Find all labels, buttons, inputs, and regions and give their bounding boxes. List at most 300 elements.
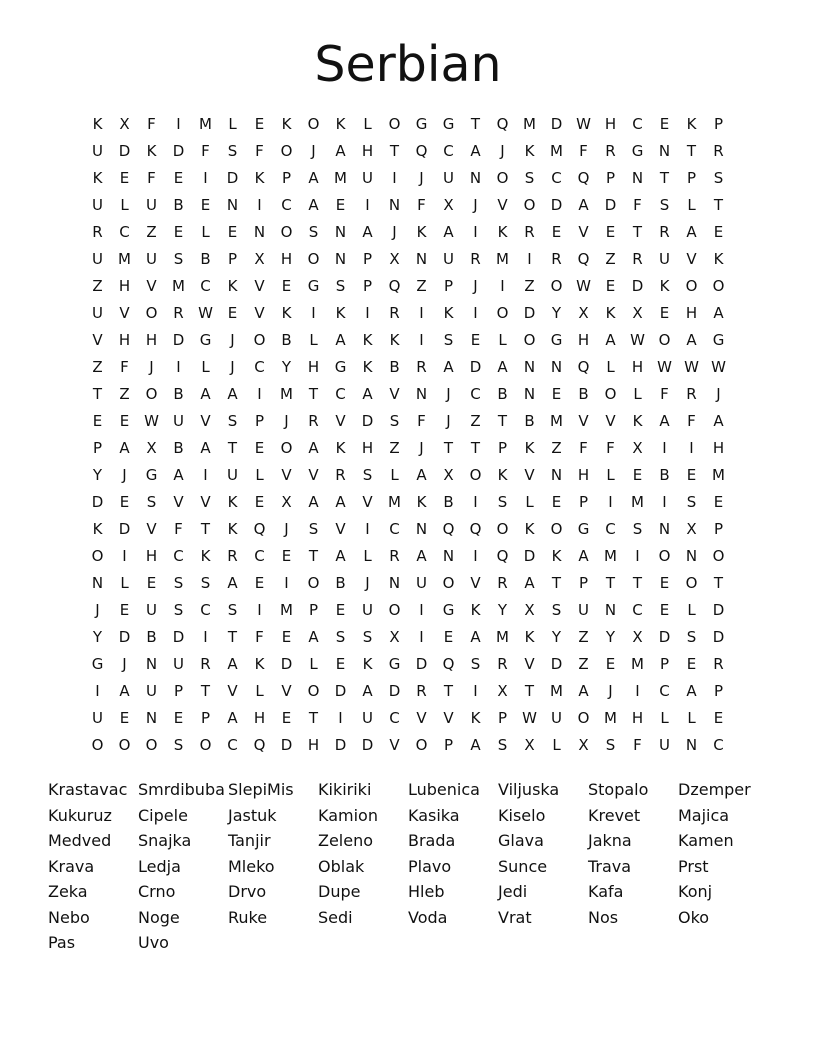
grid-letter: V <box>281 682 292 700</box>
grid-letter: A <box>335 547 346 565</box>
grid-letter: U <box>92 250 103 268</box>
word-bank-item: Snajka <box>138 831 192 850</box>
grid-letter: E <box>119 493 130 511</box>
grid-letter: D <box>550 196 563 214</box>
grid-letter: T <box>524 682 535 700</box>
grid-letter: D <box>361 412 374 430</box>
grid-letter: K <box>362 358 373 376</box>
word-bank-item: Voda <box>408 907 448 927</box>
grid-letter: F <box>255 142 264 160</box>
grid-letter: Q <box>415 142 428 160</box>
grid-letter: M <box>199 115 212 133</box>
grid-letter: U <box>443 169 454 187</box>
grid-letter: I <box>419 304 424 322</box>
grid-letter: N <box>415 520 428 538</box>
grid-letter: M <box>631 493 644 511</box>
grid-letter: T <box>227 439 238 457</box>
word-bank-item: Stopalo <box>588 780 649 799</box>
grid-letter: P <box>443 277 454 295</box>
grid-letter: M <box>550 682 563 700</box>
grid-letter: B <box>443 493 454 511</box>
grid-letter: P <box>497 709 508 727</box>
grid-letter: O <box>91 547 104 565</box>
grid-letter: Z <box>578 655 589 673</box>
grid-letter: O <box>388 601 401 619</box>
grid-letter: L <box>309 655 318 673</box>
grid-letter: A <box>200 439 211 457</box>
grid-letter: O <box>496 169 509 187</box>
grid-letter: A <box>227 655 238 673</box>
grid-letter: U <box>146 250 157 268</box>
word-bank-item: SlepiMis <box>228 780 294 799</box>
grid-letter: X <box>632 628 643 646</box>
grid-letter: K <box>497 223 508 241</box>
grid-letter: O <box>280 142 293 160</box>
grid-letter: Q <box>253 520 266 538</box>
grid-letter: I <box>257 196 262 214</box>
grid-letter: V <box>578 412 589 430</box>
grid-letter: Y <box>551 304 562 322</box>
grid-letter: H <box>253 709 266 727</box>
grid-letter: P <box>362 250 373 268</box>
grid-letter: C <box>281 196 292 214</box>
grid-letter: C <box>200 277 211 295</box>
grid-letter: O <box>496 520 509 538</box>
word-bank-item: Krastavac <box>48 780 128 799</box>
grid-letter: R <box>497 655 508 673</box>
grid-letter: I <box>419 331 424 349</box>
grid-letter: L <box>606 466 615 484</box>
grid-letter: K <box>227 520 238 538</box>
grid-letter: O <box>118 736 131 754</box>
grid-letter: O <box>469 466 482 484</box>
grid-letter: K <box>200 547 211 565</box>
grid-letter: I <box>257 601 262 619</box>
grid-letter: J <box>95 601 100 619</box>
grid-letter: E <box>335 601 346 619</box>
grid-letter: H <box>145 331 158 349</box>
word-bank-item: Pas <box>48 933 76 952</box>
grid-letter: J <box>608 682 613 700</box>
grid-letter: D <box>172 142 185 160</box>
grid-letter: Q <box>496 547 509 565</box>
word-bank-item: Ledja <box>138 856 181 876</box>
grid-letter: M <box>550 412 563 430</box>
grid-letter: H <box>361 439 374 457</box>
grid-letter: H <box>280 250 293 268</box>
grid-letter: I <box>338 709 343 727</box>
grid-letter: K <box>524 439 535 457</box>
grid-letter: N <box>442 547 455 565</box>
grid-letter: W <box>198 304 213 322</box>
word-bank-item: Sedi <box>318 907 353 927</box>
grid-letter: K <box>281 304 292 322</box>
grid-letter: Q <box>577 250 590 268</box>
grid-letter: W <box>684 358 699 376</box>
grid-letter: C <box>605 520 616 538</box>
word-bank-item: Mleko <box>228 856 275 876</box>
grid-letter: J <box>230 331 235 349</box>
grid-letter: V <box>578 223 589 241</box>
grid-letter: X <box>524 736 535 754</box>
grid-letter: A <box>578 196 589 214</box>
grid-letter: X <box>632 439 643 457</box>
grid-letter: L <box>201 358 210 376</box>
grid-letter: G <box>145 466 158 484</box>
grid-letter: Z <box>551 439 562 457</box>
grid-letter: J <box>122 655 127 673</box>
grid-letter: U <box>416 574 427 592</box>
grid-letter: X <box>443 466 454 484</box>
word-bank-item: Kiselo <box>498 805 546 825</box>
grid-letter: I <box>122 547 127 565</box>
grid-letter: C <box>200 601 211 619</box>
grid-letter: K <box>92 115 103 133</box>
grid-letter: S <box>362 628 373 646</box>
grid-letter: F <box>255 628 264 646</box>
grid-letter: K <box>335 304 346 322</box>
grid-letter: X <box>497 682 508 700</box>
grid-letter: F <box>120 358 129 376</box>
grid-letter: C <box>551 169 562 187</box>
word-bank-item: Dupe <box>318 882 361 901</box>
grid-letter: Q <box>253 736 266 754</box>
word-bank-item: Cipele <box>138 805 188 825</box>
grid-letter: U <box>173 412 184 430</box>
grid-letter: G <box>334 358 347 376</box>
word-bank-item: Crno <box>138 882 176 901</box>
grid-letter: T <box>713 196 724 214</box>
grid-letter: M <box>550 142 563 160</box>
grid-letter: V <box>605 412 616 430</box>
grid-letter: E <box>119 169 130 187</box>
grid-letter: K <box>227 277 238 295</box>
grid-letter: X <box>389 250 400 268</box>
grid-letter: E <box>659 601 670 619</box>
grid-letter: U <box>146 682 157 700</box>
grid-letter: I <box>419 601 424 619</box>
grid-letter: K <box>362 331 373 349</box>
word-bank-item: Hleb <box>408 882 445 901</box>
grid-letter: J <box>473 277 478 295</box>
grid-letter: S <box>227 412 238 430</box>
grid-letter: T <box>200 682 211 700</box>
grid-letter: V <box>335 520 346 538</box>
grid-letter: D <box>523 304 536 322</box>
grid-letter: V <box>227 682 238 700</box>
grid-letter: M <box>172 277 185 295</box>
word-bank-item: Brada <box>408 831 456 850</box>
grid-letter: H <box>631 358 644 376</box>
grid-letter: M <box>280 385 293 403</box>
grid-letter: S <box>713 169 724 187</box>
grid-letter: C <box>470 385 481 403</box>
grid-letter: C <box>632 601 643 619</box>
word-bank-item: Zeleno <box>318 831 374 850</box>
word-bank-item: Plavo <box>408 856 452 876</box>
grid-letter: T <box>551 574 562 592</box>
grid-letter: Y <box>497 601 508 619</box>
grid-letter: S <box>173 601 184 619</box>
grid-letter: E <box>254 574 265 592</box>
grid-letter: V <box>497 196 508 214</box>
grid-letter: E <box>281 709 292 727</box>
grid-letter: A <box>308 169 319 187</box>
grid-letter: T <box>92 385 103 403</box>
word-bank-item: Kasika <box>408 805 460 825</box>
grid-letter: M <box>496 628 509 646</box>
grid-letter: J <box>365 574 370 592</box>
grid-letter: G <box>199 331 212 349</box>
grid-letter: G <box>712 331 725 349</box>
grid-letter: Y <box>605 628 616 646</box>
grid-letter: E <box>551 493 562 511</box>
grid-letter: I <box>635 547 640 565</box>
grid-letter: I <box>95 682 100 700</box>
grid-letter: S <box>443 331 454 349</box>
grid-letter: O <box>658 547 671 565</box>
grid-letter: C <box>443 142 454 160</box>
grid-letter: N <box>469 169 482 187</box>
grid-letter: H <box>361 142 374 160</box>
grid-letter: H <box>712 439 725 457</box>
grid-letter: E <box>119 412 130 430</box>
grid-letter: K <box>416 223 427 241</box>
grid-letter: E <box>713 223 724 241</box>
grid-letter: O <box>550 277 563 295</box>
grid-letter: J <box>284 520 289 538</box>
word-bank-item: Uvo <box>138 933 169 952</box>
grid-letter: D <box>226 169 239 187</box>
grid-letter: M <box>118 250 131 268</box>
grid-letter: O <box>712 547 725 565</box>
grid-letter: O <box>658 331 671 349</box>
grid-letter: A <box>443 358 454 376</box>
grid-letter: F <box>201 142 210 160</box>
grid-letter: P <box>713 115 724 133</box>
grid-letter: K <box>335 115 346 133</box>
grid-letter: I <box>257 385 262 403</box>
grid-letter: V <box>362 493 373 511</box>
grid-letter: T <box>632 223 643 241</box>
grid-letter: R <box>389 547 400 565</box>
grid-letter: N <box>685 547 698 565</box>
grid-letter: L <box>660 709 669 727</box>
grid-letter: N <box>631 169 644 187</box>
grid-letter: T <box>443 682 454 700</box>
grid-letter: F <box>147 169 156 187</box>
word-bank-item: Oblak <box>318 856 365 876</box>
grid-letter: C <box>632 115 643 133</box>
grid-letter: D <box>334 736 347 754</box>
grid-letter: C <box>227 736 238 754</box>
grid-letter: C <box>659 682 670 700</box>
grid-letter: B <box>281 331 292 349</box>
grid-letter: L <box>309 331 318 349</box>
grid-letter: H <box>307 736 320 754</box>
grid-letter: A <box>308 628 319 646</box>
grid-letter: E <box>227 223 238 241</box>
grid-letter: E <box>281 547 292 565</box>
grid-letter: E <box>173 223 184 241</box>
word-search-grid <box>84 111 732 761</box>
grid-letter: V <box>119 304 130 322</box>
grid-letter: M <box>280 601 293 619</box>
grid-letter: F <box>417 412 426 430</box>
grid-letter: A <box>335 493 346 511</box>
grid-letter: Z <box>578 628 589 646</box>
grid-letter: I <box>608 493 613 511</box>
word-bank-item: Prst <box>678 856 709 876</box>
grid-letter: D <box>118 520 131 538</box>
grid-letter: T <box>632 574 643 592</box>
grid-letter: H <box>145 547 158 565</box>
word-bank-item: Smrdibuba <box>138 780 225 799</box>
grid-letter: K <box>524 628 535 646</box>
grid-letter: Y <box>92 466 103 484</box>
word-bank <box>48 778 768 958</box>
grid-letter: V <box>146 520 157 538</box>
grid-letter: D <box>280 736 293 754</box>
grid-letter: R <box>632 250 643 268</box>
grid-letter: D <box>172 628 185 646</box>
grid-letter: A <box>686 223 697 241</box>
grid-letter: X <box>443 196 454 214</box>
grid-letter: E <box>173 709 184 727</box>
grid-letter: Z <box>416 277 427 295</box>
grid-letter: D <box>712 628 725 646</box>
grid-letter: D <box>334 682 347 700</box>
grid-letter: R <box>308 412 319 430</box>
grid-letter: Z <box>119 385 130 403</box>
grid-letter: J <box>419 169 424 187</box>
grid-letter: P <box>713 682 724 700</box>
grid-letter: P <box>254 412 265 430</box>
word-bank-item: Nos <box>588 907 619 927</box>
grid-letter: I <box>203 628 208 646</box>
grid-letter: A <box>119 439 130 457</box>
grid-letter: H <box>118 277 131 295</box>
grid-letter: V <box>686 250 697 268</box>
grid-letter: L <box>552 736 561 754</box>
grid-letter: E <box>254 115 265 133</box>
grid-letter: E <box>335 196 346 214</box>
grid-letter: A <box>362 682 373 700</box>
grid-letter: I <box>284 574 289 592</box>
grid-letter: I <box>311 304 316 322</box>
word-bank-item: Tanjir <box>228 831 271 850</box>
grid-letter: E <box>605 655 616 673</box>
grid-letter: X <box>686 520 697 538</box>
grid-letter: A <box>308 196 319 214</box>
grid-letter: B <box>389 358 400 376</box>
grid-letter: E <box>632 466 643 484</box>
grid-letter: K <box>92 169 103 187</box>
grid-letter: E <box>254 493 265 511</box>
grid-letter: X <box>578 736 589 754</box>
grid-letter: B <box>173 385 184 403</box>
grid-letter: O <box>388 115 401 133</box>
word-bank-item: Ruke <box>228 907 268 927</box>
grid-letter: I <box>419 628 424 646</box>
grid-letter: I <box>176 115 181 133</box>
grid-letter: W <box>657 358 672 376</box>
grid-letter: F <box>417 196 426 214</box>
word-bank-item: Krevet <box>588 805 641 825</box>
grid-letter: K <box>497 466 508 484</box>
grid-letter: E <box>713 709 724 727</box>
grid-letter: E <box>659 115 670 133</box>
grid-letter: A <box>605 331 616 349</box>
grid-letter: I <box>203 169 208 187</box>
grid-letter: C <box>254 358 265 376</box>
grid-letter: O <box>523 331 536 349</box>
grid-letter: E <box>119 601 130 619</box>
grid-letter: P <box>200 709 211 727</box>
grid-letter: W <box>711 358 726 376</box>
grid-letter: T <box>497 412 508 430</box>
grid-letter: S <box>389 412 400 430</box>
word-bank-item: Jastuk <box>228 805 277 825</box>
grid-letter: I <box>500 277 505 295</box>
grid-letter: L <box>255 466 264 484</box>
grid-letter: M <box>712 466 725 484</box>
grid-letter: K <box>362 655 373 673</box>
grid-letter: S <box>686 628 697 646</box>
grid-letter: R <box>92 223 103 241</box>
grid-letter: W <box>522 709 537 727</box>
grid-letter: I <box>635 682 640 700</box>
grid-letter: K <box>227 493 238 511</box>
grid-letter: J <box>392 223 397 241</box>
grid-letter: Z <box>470 412 481 430</box>
grid-letter: O <box>550 520 563 538</box>
grid-letter: V <box>443 709 454 727</box>
grid-letter: I <box>473 223 478 241</box>
grid-letter: I <box>527 250 532 268</box>
grid-letter: D <box>550 655 563 673</box>
grid-letter: A <box>200 385 211 403</box>
grid-letter: O <box>685 277 698 295</box>
grid-letter: N <box>604 601 617 619</box>
word-bank-item: Jakna <box>588 831 632 850</box>
grid-letter: M <box>496 250 509 268</box>
grid-letter: K <box>281 115 292 133</box>
grid-letter: O <box>91 736 104 754</box>
grid-letter: V <box>281 466 292 484</box>
grid-letter: N <box>523 358 536 376</box>
grid-letter: A <box>470 628 481 646</box>
grid-letter: Z <box>524 277 535 295</box>
grid-letter: U <box>362 169 373 187</box>
grid-letter: O <box>199 736 212 754</box>
grid-letter: P <box>173 682 184 700</box>
grid-letter: V <box>92 331 103 349</box>
grid-letter: T <box>200 520 211 538</box>
grid-letter: K <box>632 412 643 430</box>
grid-letter: N <box>334 223 347 241</box>
grid-letter: R <box>200 655 211 673</box>
grid-letter: V <box>200 412 211 430</box>
grid-letter: P <box>362 277 373 295</box>
grid-letter: E <box>281 277 292 295</box>
grid-letter: C <box>335 385 346 403</box>
grid-letter: K <box>146 142 157 160</box>
grid-letter: R <box>605 142 616 160</box>
grid-letter: A <box>713 412 724 430</box>
grid-letter: U <box>92 142 103 160</box>
grid-letter: H <box>118 331 131 349</box>
